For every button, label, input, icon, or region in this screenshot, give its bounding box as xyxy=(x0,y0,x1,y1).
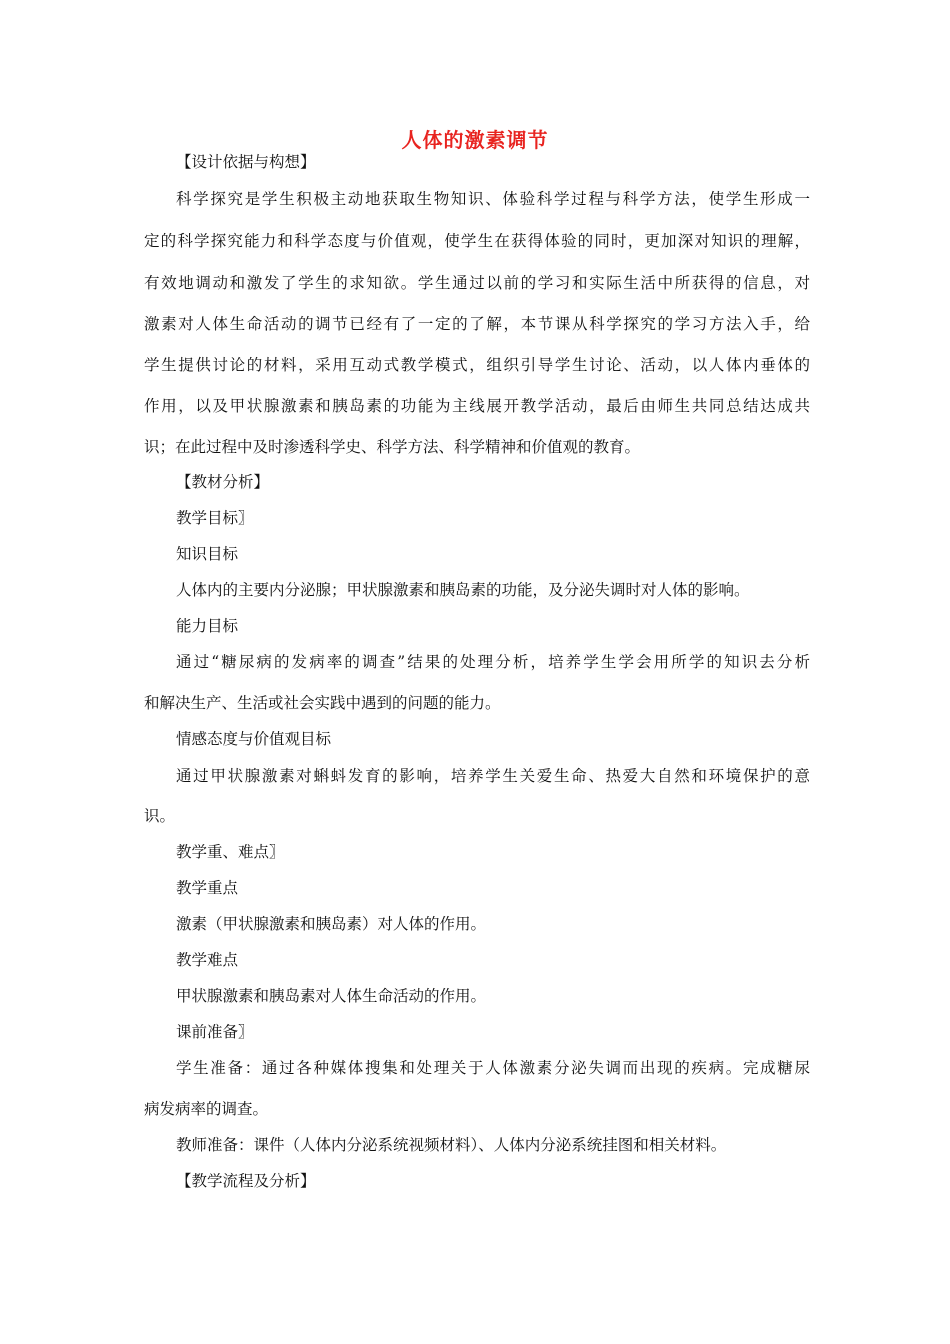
knowledge-text: 人体内的主要内分泌腺；甲状腺激素和胰岛素的功能，及分泌失调时对人体的影响。 xyxy=(176,581,750,599)
difficult-text: 甲状腺激素和胰岛素对人体生命活动的作用。 xyxy=(176,987,487,1005)
prep-heading: 课前准备〗 xyxy=(176,1023,254,1041)
emotion-text-line-1: 通过甲状腺激素对蝌蚪发育的影响，培养学生关爱生命、热爱大自然和环境保护的意 xyxy=(176,767,810,785)
student-prep-line-2: 病发病率的调查。 xyxy=(144,1100,269,1118)
design-paragraph-line-4: 激素对人体生命活动的调节已经有了一定的了解，本节课从科学探究的学习方法入手，给 xyxy=(144,315,810,333)
goals-heading: 教学目标〗 xyxy=(176,509,254,527)
teacher-prep: 教师准备：课件（人体内分泌系统视频材料）、人体内分泌系统挂图和相关材料。 xyxy=(176,1136,727,1154)
design-paragraph-line-7: 识；在此过程中及时渗透科学史、科学方法、科学精神和价值观的教育。 xyxy=(144,438,641,456)
ability-heading: 能力目标 xyxy=(176,617,239,635)
knowledge-heading: 知识目标 xyxy=(176,545,239,563)
ability-text-line-2: 和解决生产、生活或社会实践中遇到的问题的能力。 xyxy=(144,694,501,712)
page-title: 人体的激素调节 xyxy=(401,128,549,152)
student-prep-line-1: 学生准备：通过各种媒体搜集和处理关于人体激素分泌失调而出现的疾病。完成糖尿 xyxy=(176,1059,810,1077)
design-paragraph-line-5: 学生提供讨论的材料，采用互动式教学模式，组织引导学生讨论、活动，以人体内垂体的 xyxy=(144,356,810,374)
emotion-text-line-2: 识。 xyxy=(144,807,176,825)
design-paragraph-line-1: 科学探究是学生积极主动地获取生物知识、体验科学过程与科学方法，使学生形成一 xyxy=(176,190,810,208)
key-heading: 教学重点 xyxy=(176,879,239,897)
design-heading: 【设计依据与构想】 xyxy=(176,153,316,171)
design-paragraph-line-3: 有效地调动和激发了学生的求知欲。学生通过以前的学习和实际生活中所获得的信息，对 xyxy=(144,274,810,292)
material-heading: 【教材分析】 xyxy=(176,473,270,491)
ability-text-line-1: 通过“糖尿病的发病率的调查”结果的处理分析，培养学生学会用所学的知识去分析 xyxy=(176,653,810,671)
emotion-heading: 情感态度与价值观目标 xyxy=(176,730,332,748)
keypoints-heading: 教学重、难点〗 xyxy=(176,843,285,861)
flow-heading: 【教学流程及分析】 xyxy=(176,1172,316,1190)
difficult-heading: 教学难点 xyxy=(176,951,239,969)
key-text: 激素（甲状腺激素和胰岛素）对人体的作用。 xyxy=(176,915,487,933)
design-paragraph-line-6: 作用，以及甲状腺激素和胰岛素的功能为主线展开教学活动，最后由师生共同总结达成共 xyxy=(144,397,810,415)
design-paragraph-line-2: 定的科学探究能力和科学态度与价值观，使学生在获得体验的同时，更加深对知识的理解， xyxy=(144,232,810,250)
